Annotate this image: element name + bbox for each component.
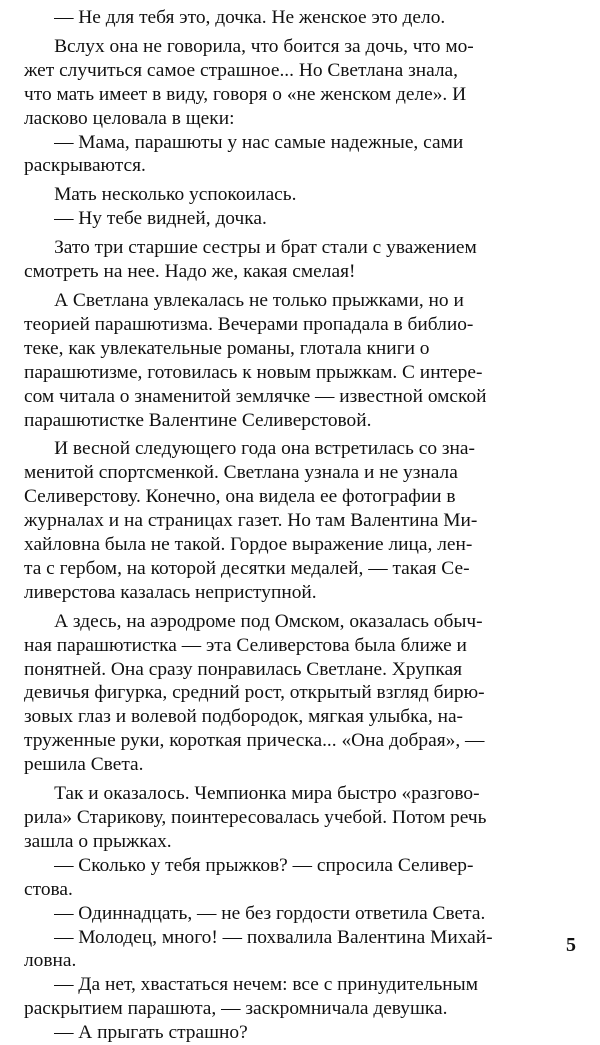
paragraph: Зато три старшие сестры и брат стали с уважением смотреть на нее. Надо же, какая смелая!	[24, 237, 477, 283]
paragraph: — А прыгать страшно?	[54, 1022, 248, 1044]
paragraph: А здесь, на аэродроме под Омском, оказалась обыч- ная парашютистка — эта Селиверстова была ближе и понятней. Она сразу понравилась Светлане. Хрупкая девичья фигурка, средний рост, открытый взгляд бирю- зовых глаз и волевой подбородок, мягкая улыбка, на- труженные руки, короткая прическа... «Она добрая», — решила Света.	[24, 610, 485, 776]
paragraph: А Светлана увлекалась не только прыжками, но и теорией парашютизма. Вечерами пропадала в библио- теке, как увлекательные романы, глотала книги о парашютизме, готовилась к новым прыжкам. С интере- сом читала о знаменитой землячке — известной омской парашютистке Валентине Селиверстовой.	[24, 289, 487, 431]
paragraph: — Да нет, хвастаться нечем: все с принудительным раскрытием парашюта, — заскромничала девушка.	[24, 974, 478, 1020]
paragraph: И весной следующего года она встретилась со зна- менитой спортсменкой. Светлана узнала и не узнала Селиверстову. Конечно, она видела ее фотографии в журналах и на страницах газет. Но там Валентина Ми- хайловна была не такой. Гордое выражение лица, лен- та с гербом, на которой десятки медалей, — такая Се- ливерстова казалась неприступной.	[24, 438, 478, 603]
paragraph: Мать несколько успокоилась.	[54, 184, 297, 206]
paragraph: — Сколько у тебя прыжков? — спросила Селивер- стова.	[24, 854, 474, 900]
paragraph: — Молодец, много! — похвалила Валентина Михай- ловна.	[24, 926, 493, 972]
paragraph: — Одиннадцать, — не без гордости ответила Света.	[54, 902, 486, 924]
paragraph: — Ну тебе видней, дочка.	[54, 208, 267, 230]
page-number: 5	[566, 934, 576, 956]
paragraph: Так и оказалось. Чемпионка мира быстро «разгово- рила» Старикову, поинтересовалась учебой. Потом речь зашла о прыжках.	[24, 783, 487, 852]
paragraph: — Мама, парашюты у нас самые надежные, сами раскрываются.	[24, 131, 464, 177]
paragraph: — Не для тебя это, дочка. Не женское это дело.	[54, 7, 446, 28]
paragraph: Вслух она не говорила, что боится за дочь, что мо- жет случиться самое страшное... Но Светлана знала, что мать имеет в виду, говоря о «не женском деле». И ласково целовала в щеки:	[24, 35, 474, 129]
